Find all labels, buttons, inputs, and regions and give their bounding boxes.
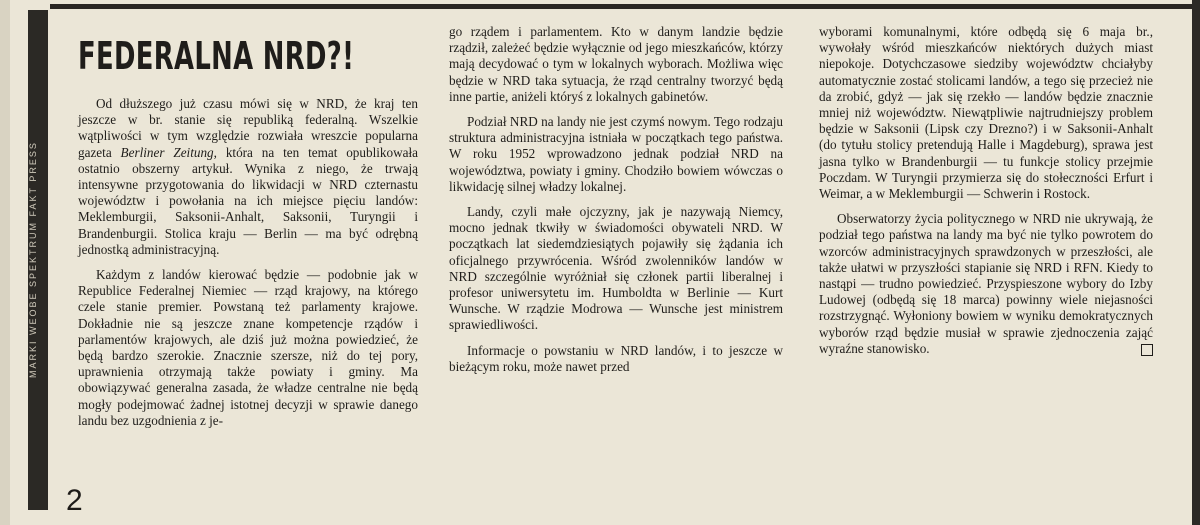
page-left-edge [0,0,10,525]
newspaper-title: Berliner Zeitung [120,144,214,160]
paragraph [819,211,1153,357]
paragraph-text: Obserwatorzy życia politycznego w NRD nie ukrywają, że podział tego państwa na landy ma być nie tylko powrotem do wzorców administracyjnych sprawdzonych w przeszłości, ale także ułatwi w przyszłości stapianie się NRD i RFN. Kiedy to nastąpi — trudno powiedzieć. Przyspieszone wybory do Izby Ludowej (odbędą się 18 marca) powinny wiele niejasności rozstrzygnąć. Wyłoniony bowiem w wyniku demokratycznych wyborów rząd będzie musiał w sprawie zjednoczenia zająć wyraźne stanowisko. [819,211,1153,356]
paragraph: wyborami komunalnymi, które odbędą się 6 maja br., wywołały wśród mieszkańców niektórych dużych miast niepokoje. Dotychczasowe siedziby województw chciałyby automatycznie zostać stolicami landów, a tego się przecież nie da zrobić, gdyż — jak się rzekło — landów będzie znacznie mniej niż województw. Niewątpliwie najtrudniejszy problem będzie w Saksonii (Lipsk czy Drezno?) i w Saksonii-Anhalt (do tytułu stolicy pretendują Halle i Magdeburg), sprawa jest jasna tylko w Brandenburgii — tu funkcje stolicy przejmie Poczdam. W Turyngii przymierza się do stołeczności Erfurt i Weimar, a w Meklemburgii — Schwerin i Rostock. [819,24,1153,202]
article-headline: FEDERALNA NRD?! [78,34,355,78]
right-rule [1192,0,1200,525]
spine-text: MARKI WEOBE SPEKTRUM FAKT PRESS [28,141,38,379]
page-number: 2 [66,484,83,517]
article-column-1 [78,96,418,429]
end-of-article-icon [1141,344,1153,356]
top-rule [50,4,1200,9]
paragraph: Podział NRD na landy nie jest czymś nowym. Tego rodzaju struktura administracyjna istniała w początkach tego państwa. W roku 1952 wprowadzono jednak podział NRD na województwa, powiaty i gminy. Chodziło bowiem wówczas o likwidację silnej władzy lokalnej. [449,114,783,194]
paragraph: Każdym z landów kierować będzie — podobnie jak w Republice Federalnej Niemiec — rząd krajowy, na którego czele stanie premier. Powstaną też parlamenty krajowe. Dokładnie nie są jeszcze znane kompetencje rządów i parlamentów krajowych, ale dziś już można powiedzieć, że będą bardzo szerokie. Znacznie szersze, niż do tej pory, uprawnienia otrzymają także powiaty i gminy. Ma obowiązywać generalna zasada, że władze centralne nie będą mogły podejmować żadnej istotnej decyzji w sprawie danego landu bez uzgodnienia z je- [78,267,418,428]
paragraph-text: Od dłuższego już czasu mówi się w NRD, że kraj ten jeszcze w br. stanie się republiką federalną. Wszelkie wątpliwości w tym względzie rozwiała wreszcie popularna gazeta [78,96,418,160]
article-column-2 [449,24,783,375]
paragraph [78,96,418,258]
paragraph: Landy, czyli małe ojczyzny, jak je nazywają Niemcy, mocno jednak tkwiły w świadomości obywateli NRD. W początkach lat siedemdziesiątych pojawiły się żądania ich oficjalnego przywrócenia. Wśród zwolenników landów w NRD szczególnie wyróżniał się członek partii liberalnej i profesor uniwersytetu im. Humboldta w Berlinie — Kurt Wunsche. W rządzie Modrowa — Wunsche jest ministrem sprawiedliwości. [449,204,783,333]
paragraph: go rządem i parlamentem. Kto w danym landzie będzie rządził, zależeć będzie wyłącznie od jego mieszkańców, którzy mają decydować o tym w lokalnych wyborach. Możliwa więc będzie w NRD taka sytuacja, że rząd centralny tworzyć będą inne partie, aniżeli któryś z lokalnych gabinetów. [449,24,783,104]
paragraph-text: , która na ten temat opublikowała ostatnio obszerny artykuł. Wynika z niego, że trwają intensywne przygotowania do likwidacji w NRD czternastu województw i powołania na ich miejsce pięciu landów: Meklemburgii, Saksonii-Anhalt, Saksonii, Turyngii i Brandenburgii. Stolica kraju — Berlin — ma być odrębną jednostką administracyjną. [78,144,419,257]
article-column-3 [819,24,1153,357]
paragraph: Informacje o powstaniu w NRD landów, i to jeszcze w bieżącym roku, może nawet przed [449,342,783,374]
